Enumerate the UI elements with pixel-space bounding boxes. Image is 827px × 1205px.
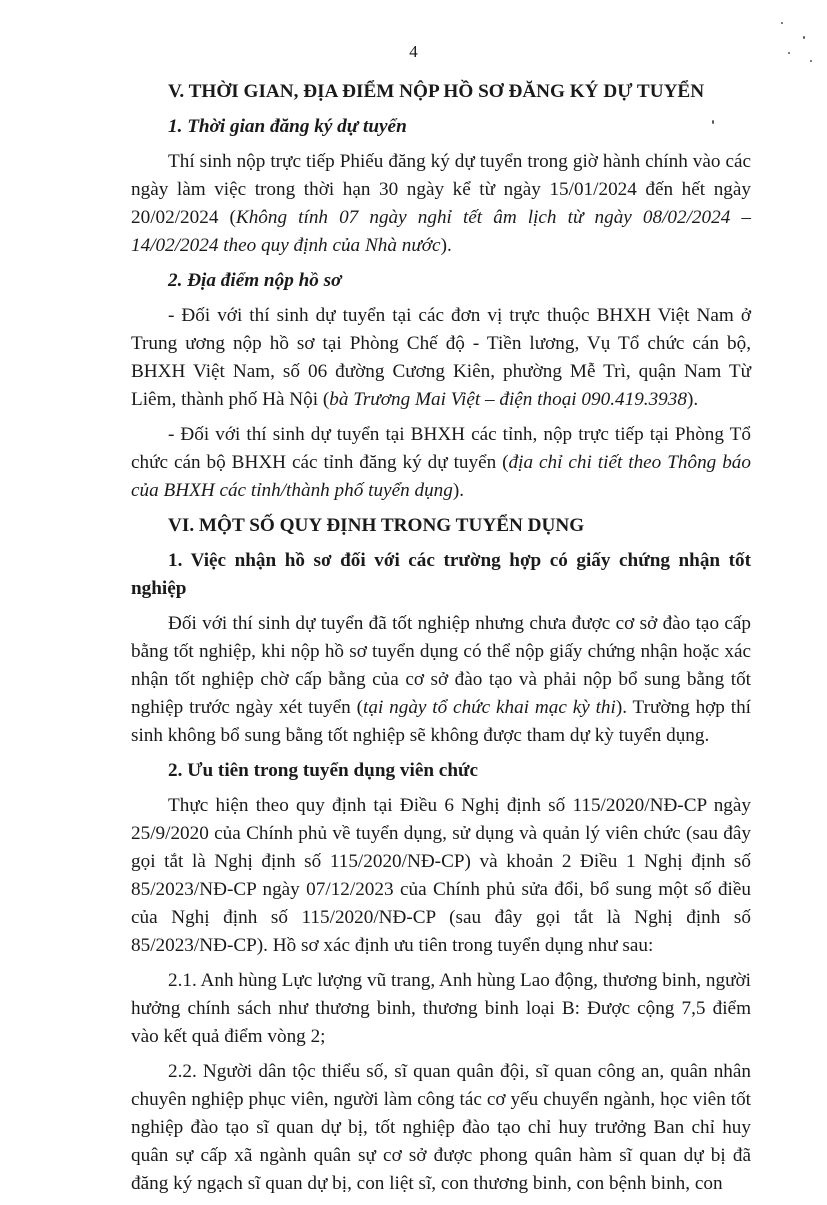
italic-text: địa chỉ chi tiết theo Thông báo của BHXH các tỉnh/thành phố tuyển dụng	[131, 452, 751, 501]
italic-text: tại ngày tổ chức khai mạc kỳ thi	[363, 697, 616, 718]
page-number: 4	[409, 42, 418, 61]
document-body	[131, 78, 751, 1205]
text-run: - Đối với thí sinh dự tuyển tại các đơn vị trực thuộc BHXH Việt Nam ở Trung ương nộp hồ sơ tại Phòng Chế độ - Tiền lương, Vụ Tổ chức cán bộ, BHXH Việt Nam, số 06 đường Cương Kiên, phường Mễ Trì, quận Nam Từ Liêm, thành phố Hà Nội (	[131, 305, 751, 410]
scan-speck	[712, 120, 714, 124]
scan-speck	[803, 36, 805, 39]
subsection-heading: 1. Việc nhận hồ sơ đối với các trường hợp có giấy chứng nhận tốt nghiệp	[131, 550, 751, 599]
scan-speck	[781, 22, 783, 24]
text-run: 2.2. Người dân tộc thiểu số, sĩ quan quân đội, sĩ quan công an, quân nhân chuyên nghiệp phục viên, người làm công tác cơ yếu chuyển ngành, học viên tốt nghiệp đào tạo sĩ quan dự bị, tốt nghiệp đào tạo chỉ huy trưởng Ban chỉ huy quân sự cấp xã ngành quân sự cơ sở được phong quân hàm sĩ quan dự bị đã đăng ký ngạch sĩ quan dự bị, con liệt sĩ, con thương binh, con bệnh binh, con	[131, 1061, 751, 1194]
paragraph	[131, 421, 751, 505]
text-run: ).	[686, 389, 699, 410]
text-run: Thí sinh nộp trực tiếp Phiếu đăng ký dự tuyển trong giờ hành chính vào các ngày làm việc trong thời hạn 30 ngày kể từ ngày 15/01/2024 đến hết ngày 20/02/2024 (	[131, 151, 751, 228]
text-run: - Đối với thí sinh dự tuyển tại BHXH các tỉnh, nộp trực tiếp tại Phòng Tổ chức cán bộ BHXH các tỉnh đăng ký dự tuyển (	[131, 424, 751, 473]
paragraph	[131, 792, 751, 960]
italic-text: bà Trương Mai Việt – điện thoại 090.419.3938	[329, 389, 687, 410]
paragraph	[131, 610, 751, 750]
paragraph	[131, 1058, 751, 1198]
text-run: Đối với thí sinh dự tuyển đã tốt nghiệp nhưng chưa được cơ sở đào tạo cấp bằng tốt nghiệp, khi nộp hồ sơ tuyển dụng có thể nộp giấy chứng nhận hoặc xác nhận tốt nghiệp chờ cấp bằng của cơ sở đào tạo và phải nộp bổ sung bằng tốt nghiệp trước ngày xét tuyển (	[131, 613, 751, 718]
text-run: ).	[440, 235, 452, 256]
paragraph	[131, 148, 751, 260]
text-run: Thực hiện theo quy định tại Điều 6 Nghị định số 115/2020/NĐ-CP ngày 25/9/2020 của Chính phủ về tuyển dụng, sử dụng và quản lý viên chức (sau đây gọi tắt là Nghị định số 115/2020/NĐ-CP) và khoản 2 Điều 1 Nghị định số 85/2023/NĐ-CP ngày 07/12/2023 của Chính phủ sửa đổi, bổ sung một số điều của Nghị định số 115/2020/NĐ-CP (sau đây gọi tắt là Nghị định số 85/2023/NĐ-CP). Hồ sơ xác định ưu tiên trong tuyển dụng như sau:	[131, 795, 751, 956]
subsection-heading: 2. Ưu tiên trong tuyển dụng viên chức	[168, 760, 479, 781]
paragraph	[131, 302, 751, 414]
section-heading: VI. MỘT SỐ QUY ĐỊNH TRONG TUYỂN DỤNG	[168, 515, 585, 536]
subsection-heading: 2. Địa điểm nộp hồ sơ	[168, 270, 342, 291]
text-run: ).	[452, 480, 465, 501]
text-run: 2.1. Anh hùng Lực lượng vũ trang, Anh hùng Lao động, thương binh, người hưởng chính sách như thương binh, thương binh loại B: Được cộng 7,5 điểm vào kết quả điểm vòng 2;	[131, 970, 751, 1047]
section-heading: V. THỜI GIAN, ĐỊA ĐIỂM NỘP HỒ SƠ ĐĂNG KÝ DỰ TUYỂN	[168, 81, 705, 102]
paragraph	[131, 967, 751, 1051]
scan-speck	[810, 60, 812, 62]
italic-text: Không tính 07 ngày nghỉ tết âm lịch từ ngày 08/02/2024 – 14/02/2024 theo quy định của Nhà nước	[131, 207, 751, 256]
text-run: ). Trường hợp thí sinh không bổ sung bằng tốt nghiệp sẽ không được tham dự kỳ tuyển dụng.	[131, 697, 752, 746]
subsection-heading: 1. Thời gian đăng ký dự tuyển	[168, 116, 407, 137]
scan-speck	[788, 52, 790, 54]
